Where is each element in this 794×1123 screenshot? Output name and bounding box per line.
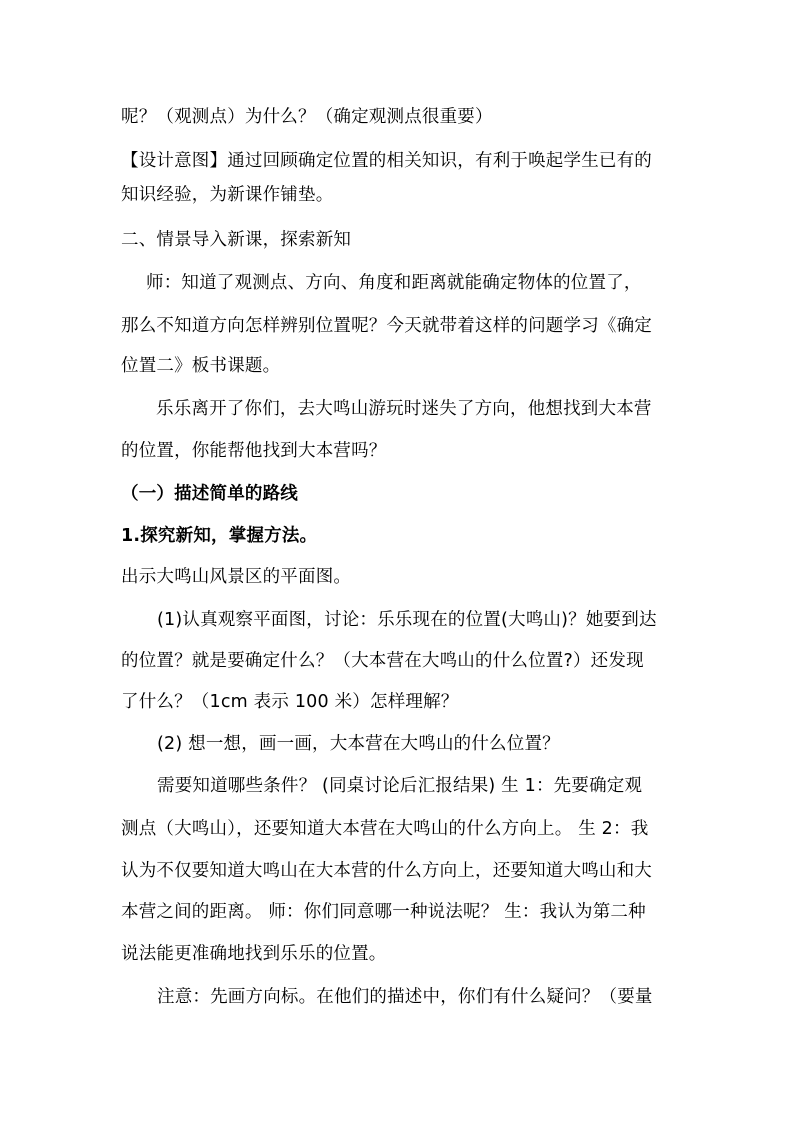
step-heading: 1.探究新知，掌握方法。 — [121, 526, 318, 546]
paragraph-line: 说法能更准确地找到乐乐的位置。 — [121, 944, 387, 964]
paragraph-line: 本营之间的距离。 师：你们同意哪一种说法呢？ 生：我认为第二种 — [121, 902, 646, 922]
paragraph-line: (1)认真观察平面图，讨论：乐乐现在的位置(大鸣山)？她要到达 — [157, 610, 657, 630]
paragraph-line: 出示大鸣山风景区的平面图。 — [121, 567, 352, 587]
paragraph-line: 乐乐离开了你们，去大鸣山游玩时迷失了方向，他想找到大本营 — [156, 399, 652, 419]
paragraph-line: (2) 想一想，画一画，大本营在大鸣山的什么位置？ — [157, 734, 560, 754]
paragraph-line: 呢？（观测点）为什么？（确定观测点很重要） — [121, 107, 493, 127]
paragraph-line: 知识经验，为新课作铺垫。 — [121, 185, 334, 205]
paragraph-line: 需要知道哪些条件？ (同桌讨论后汇报结果) 生 1：先要确定观 — [157, 776, 643, 796]
paragraph-line: 注意：先画方向标。在他们的描述中，你们有什么疑问？（要量 — [157, 987, 653, 1007]
paragraph-line: 位置二》板书课题。 — [121, 356, 281, 376]
subsection-heading: （一）描述简单的路线 — [121, 484, 298, 504]
section-heading: 二、情景导入新课，探索新知 — [121, 230, 352, 250]
paragraph-line: 的位置？就是要确定什么？（大本营在大鸣山的什么位置?）还发现 — [121, 651, 644, 671]
paragraph-line: 测点（大鸣山），还要知道大本营在大鸣山的什么方向上。 生 2：我 — [121, 819, 649, 839]
paragraph-line: 的位置，你能帮他找到大本营吗？ — [121, 441, 387, 461]
paragraph-line: 那么不知道方向怎样辨别位置呢？今天就带着这样的问题学习《确定 — [121, 316, 652, 336]
design-intent-line: 【设计意图】通过回顾确定位置的相关知识，有利于唤起学生已有的 — [121, 151, 652, 171]
paragraph-line: 认为不仅要知道大鸣山在大本营的什么方向上，还要知道大鸣山和大 — [121, 861, 652, 881]
paragraph-line: 师：知道了观测点、方向、角度和距离就能确定物体的位置了， — [146, 273, 642, 293]
paragraph-line: 了什么？（1cm 表示 100 米）怎样理解？ — [121, 692, 459, 712]
